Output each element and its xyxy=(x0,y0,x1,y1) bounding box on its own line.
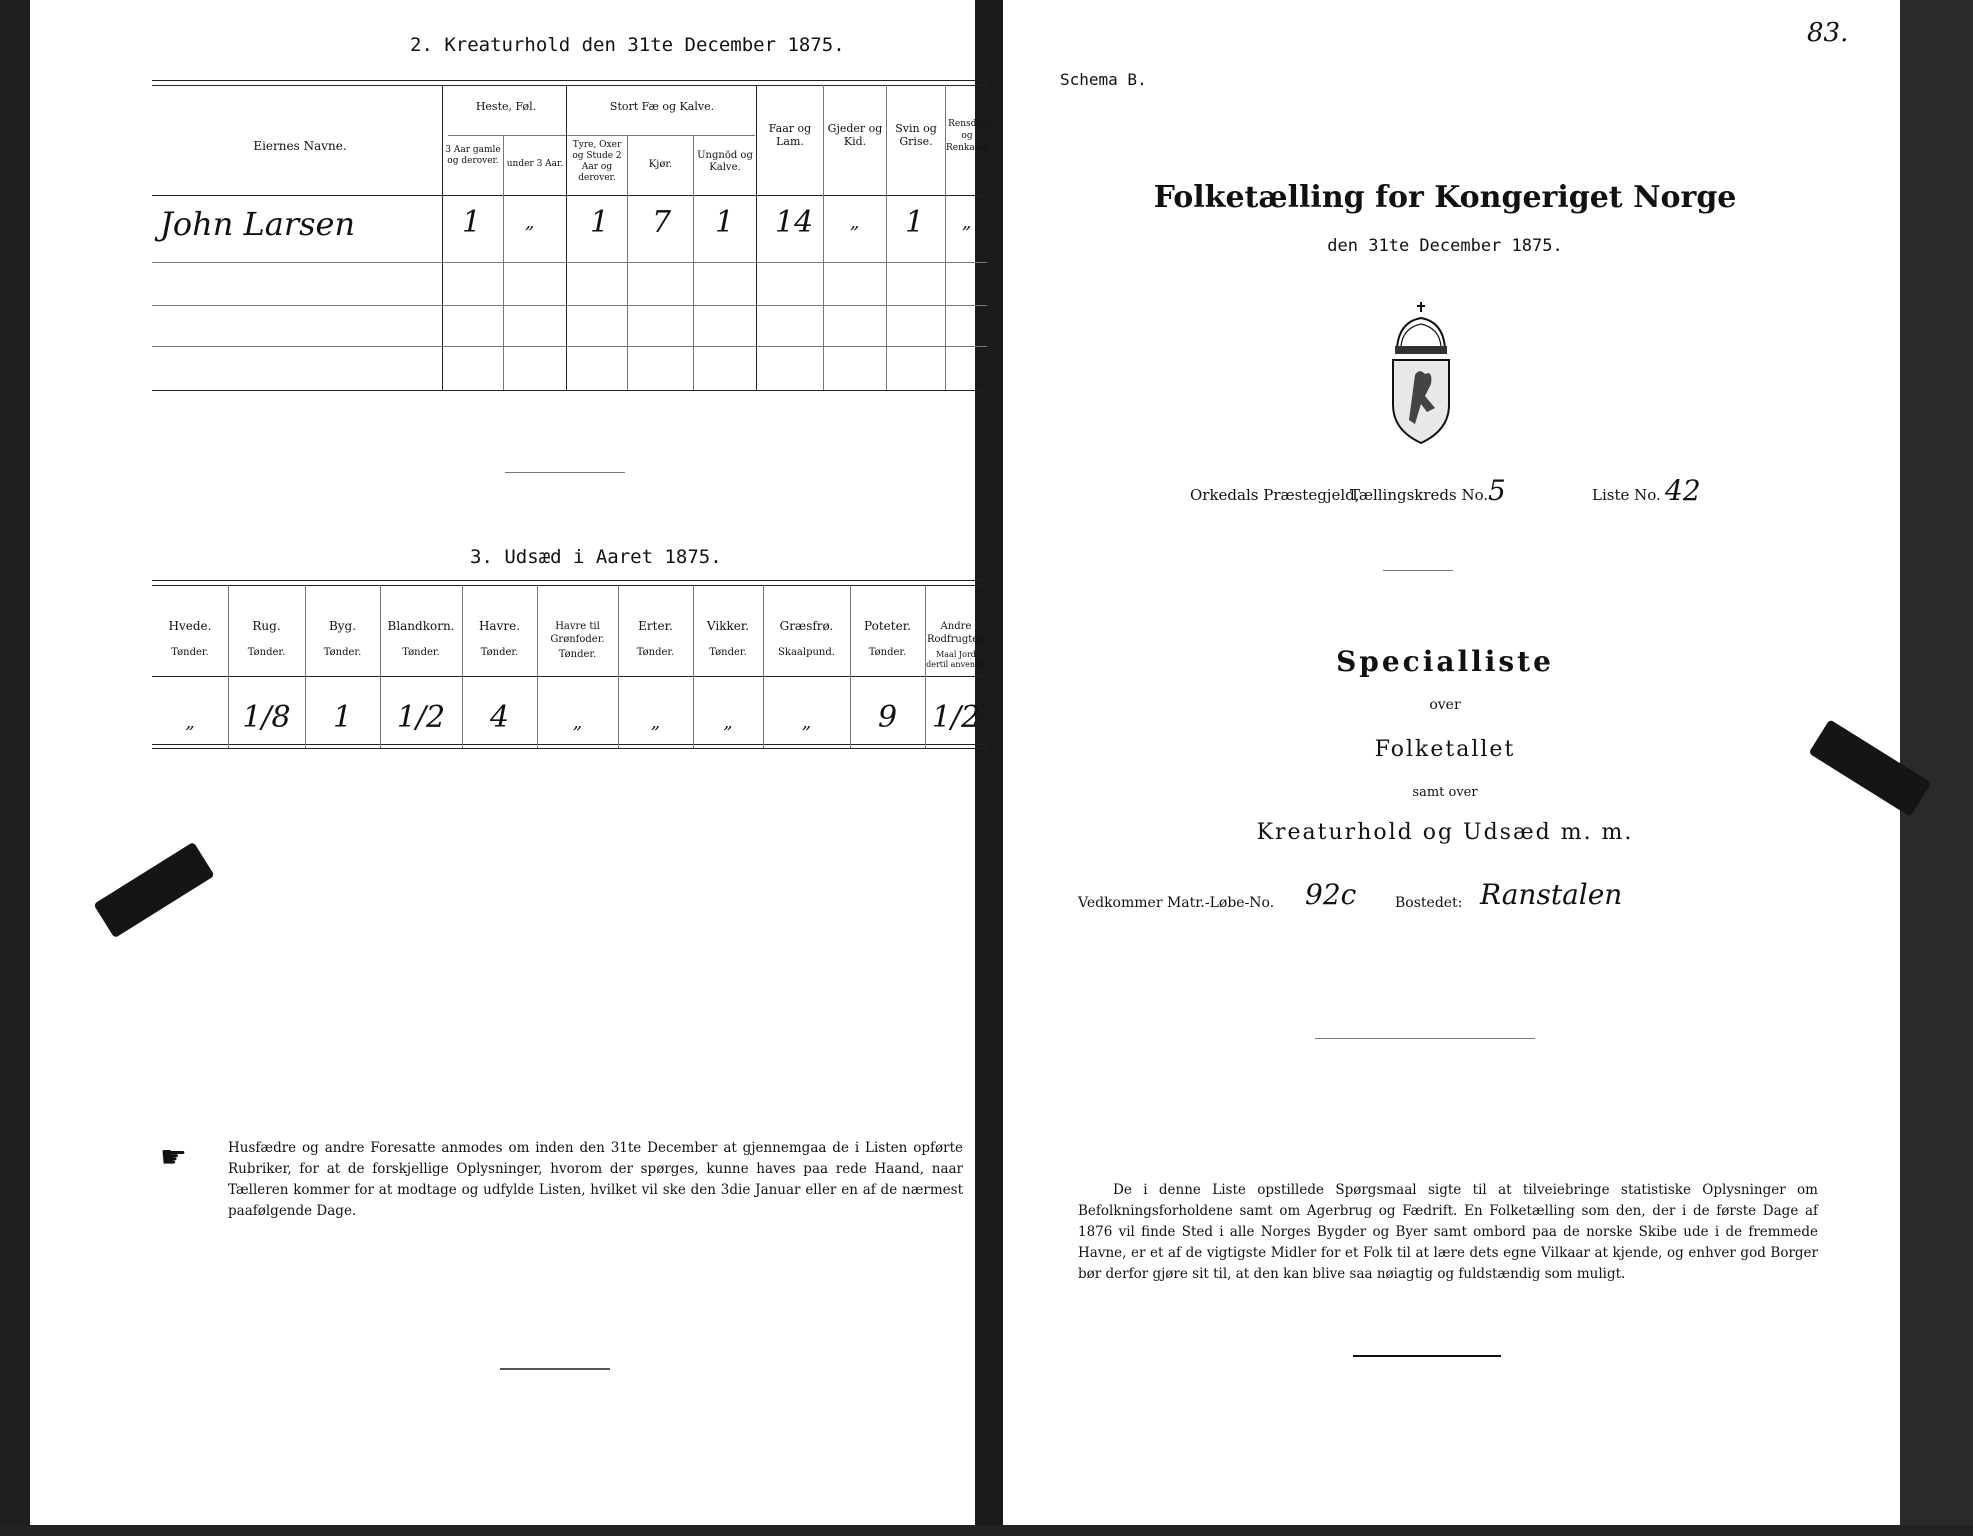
kvaeg-group-line xyxy=(568,135,755,136)
table2-col-line xyxy=(886,85,887,390)
table3-col-header: Vikker. xyxy=(706,619,750,633)
gjeder-value: „ xyxy=(850,212,860,233)
table3-col-unit: Tønder. xyxy=(171,647,209,658)
table2-top-line xyxy=(152,80,987,81)
table3-col-unit: Tønder. xyxy=(636,647,675,658)
folketallet-label: Folketallet xyxy=(1374,737,1516,762)
col-heste-a-header: 3 Aar gamle og derover. xyxy=(445,145,501,166)
kvaeg-a-value: 1 xyxy=(590,205,610,240)
table3-value: „ xyxy=(650,712,661,733)
table3-value: 9 xyxy=(877,700,898,735)
table3-col-unit: Maal Jord dertil anvendt. xyxy=(926,650,986,669)
schema-label: Schema B. xyxy=(1060,70,1147,89)
col-kvaeg-group-header: Stort Fæ og Kalve. xyxy=(609,100,715,113)
liste-label: Liste No. xyxy=(1592,486,1661,504)
table3-value: 1/8 xyxy=(242,700,291,735)
table2-bottom-line xyxy=(152,390,987,391)
table3-value: „ xyxy=(572,712,583,733)
table2-col-line xyxy=(442,85,443,390)
kreds-label: Tællingskreds No. xyxy=(1350,486,1489,504)
table3-value: 1/2 xyxy=(931,700,981,735)
samt-over-label: samt over xyxy=(1412,785,1478,800)
table2-col-line xyxy=(627,135,628,390)
owner-name: John Larsen xyxy=(160,205,356,243)
left-notice: Husfædre og andre Foresatte anmodes om inden den 31te December at gjennemgaa de i Listen opførte Rubriker, for at de forskjellige Oplysninger, hvorom der spørges, kunne haves paa rede Haand, naar Tælleren kommer for at modtage og udfylde Listen, hvilket vil ske den 3die Januar eller en af de nærmest paafølgende Dage. xyxy=(228,1140,963,1219)
left-bookmark-tab xyxy=(93,842,214,938)
table2-col-line xyxy=(503,135,504,390)
footer-line xyxy=(1353,1355,1501,1357)
table3-col-header: Hvede. xyxy=(168,619,212,633)
table2-top-line2 xyxy=(152,85,987,86)
rens-value: „ xyxy=(962,212,972,233)
parish-label: Orkedals Præstegjeld, xyxy=(1190,486,1360,504)
kvaeg-b-value: 7 xyxy=(652,205,672,240)
table2-col-line xyxy=(823,85,824,390)
table3-col-unit: Tønder. xyxy=(323,647,362,658)
bosted-value: Ranstalen xyxy=(1480,878,1623,911)
col-rens-header: Rensdyr og Renkalve. xyxy=(946,119,991,153)
col-kvaeg-c-header: Ungnöd og Kalve. xyxy=(697,150,753,173)
main-title: Folketælling for Kongeriget Norge xyxy=(1153,180,1737,215)
divider-line xyxy=(1383,570,1453,571)
col-heste-group-header: Heste, Føl. xyxy=(475,100,537,113)
left-page-edge xyxy=(0,0,30,1536)
table3-col-header: Poteter. xyxy=(864,619,911,633)
right-page-edge xyxy=(1900,0,1973,1536)
heste-b-value: „ xyxy=(525,212,535,233)
table3-col-header: Græsfrø. xyxy=(779,619,834,633)
table3-col-unit: Tønder. xyxy=(709,647,747,658)
table3-top-line xyxy=(152,580,987,581)
table3-value: 4 xyxy=(489,700,510,735)
kreaturhold-label: Kreaturhold og Udsæd m. m. xyxy=(1256,820,1634,845)
table3-col-unit: Tønder. xyxy=(480,647,519,658)
table2-row-line xyxy=(152,262,987,263)
col-faar-header: Faar og Lam. xyxy=(768,122,812,148)
pointing-hand-icon: ☛ xyxy=(160,1140,187,1175)
divider-line xyxy=(1315,1038,1535,1039)
table3-col-header: Havre. xyxy=(478,619,521,633)
table3-value: 1/2 xyxy=(396,700,446,735)
col-owner-header: Eiernes Navne. xyxy=(253,139,347,153)
svin-value: 1 xyxy=(905,205,925,240)
heste-a-value: 1 xyxy=(462,205,482,240)
table3-col-unit: Skaalpund. xyxy=(778,647,835,658)
table3-value: 1 xyxy=(332,700,353,735)
table3-col-unit: Tønder. xyxy=(402,647,440,658)
census-date: den 31te December 1875. xyxy=(1327,236,1563,256)
table2-col-line xyxy=(566,85,567,390)
col-svin-header: Svin og Grise. xyxy=(895,122,937,148)
table3-value: „ xyxy=(723,712,733,733)
table3-col-header: Havre til Grønfoder. xyxy=(550,621,605,645)
norway-coat-of-arms-emblem xyxy=(1385,300,1457,445)
table3-bottom-line2 xyxy=(152,748,987,749)
table3-col-header: Rug. xyxy=(252,619,281,633)
kvaeg-c-value: 1 xyxy=(715,205,735,240)
table3-col-header: Andre Rodfrugter. xyxy=(926,621,986,645)
col-gjeder-header: Gjeder og Kid. xyxy=(827,122,883,148)
table2-header-line xyxy=(152,195,987,196)
heste-group-line xyxy=(448,135,568,136)
table2-row-line xyxy=(152,346,987,347)
table3-value: „ xyxy=(801,712,812,733)
table3-col-unit: Tønder. xyxy=(247,647,286,658)
col-heste-b-header: under 3 Aar. xyxy=(506,159,564,169)
page-number: 83. xyxy=(1807,18,1849,48)
matr-value: 92c xyxy=(1305,878,1357,911)
table3-bottom-line xyxy=(152,744,987,745)
over-label: over xyxy=(1429,697,1461,713)
footer-line xyxy=(500,1368,610,1370)
matr-label: Vedkommer Matr.-Løbe-No. xyxy=(1078,895,1275,911)
table3-value: „ xyxy=(185,712,195,733)
separator-line xyxy=(505,472,625,473)
bosted-label: Bostedet: xyxy=(1395,895,1463,911)
table3-col-header: Erter. xyxy=(638,619,673,633)
table2-row-line xyxy=(152,305,987,306)
liste-value: 42 xyxy=(1665,474,1701,507)
book-spine xyxy=(975,0,1003,1536)
col-kvaeg-b-header: Kjør. xyxy=(648,159,673,170)
section2-title: 2. Kreaturhold den 31te December 1875. xyxy=(410,34,845,56)
faar-value: 14 xyxy=(775,205,814,240)
table3-col-header: Byg. xyxy=(328,619,357,633)
bottom-edge xyxy=(0,1525,1973,1536)
section3-title: 3. Udsæd i Aaret 1875. xyxy=(470,546,722,568)
table3-top-line2 xyxy=(152,585,987,586)
table3-header-line xyxy=(152,676,987,677)
table3-col-header: Blandkorn. xyxy=(387,619,455,633)
right-notice: De i denne Liste opstillede Spørgsmaal sigte til at tilveiebringe statistiske Oplysninger om Befolkningsforholdene samt om Agerbrug og Fædrift. En Folketælling som den, der i de første Dage af 1876 vil finde Sted i alle Norges Bygder og Byer samt ombord paa de norske Skibe ude i de fremmede Havne, er et af de vigtigste Midler for et Folk til at lære dets egne Vilkaar at kjende, og enhver god Borger bør derfor gjøre sit til, at den kan blive saa nøiagtig og fuldstændig som muligt. xyxy=(1078,1182,1818,1282)
table2-col-line xyxy=(756,85,757,390)
table3-col-unit: Tønder. xyxy=(868,647,907,658)
table2-col-line xyxy=(693,135,694,390)
table3-col-unit: Tønder. xyxy=(558,649,597,660)
specialliste-heading: Specialliste xyxy=(1336,645,1554,678)
col-kvaeg-a-header: Tyre, Oxer og Stude 2 Aar og derover. xyxy=(572,140,622,183)
kreds-value: 5 xyxy=(1488,474,1506,507)
